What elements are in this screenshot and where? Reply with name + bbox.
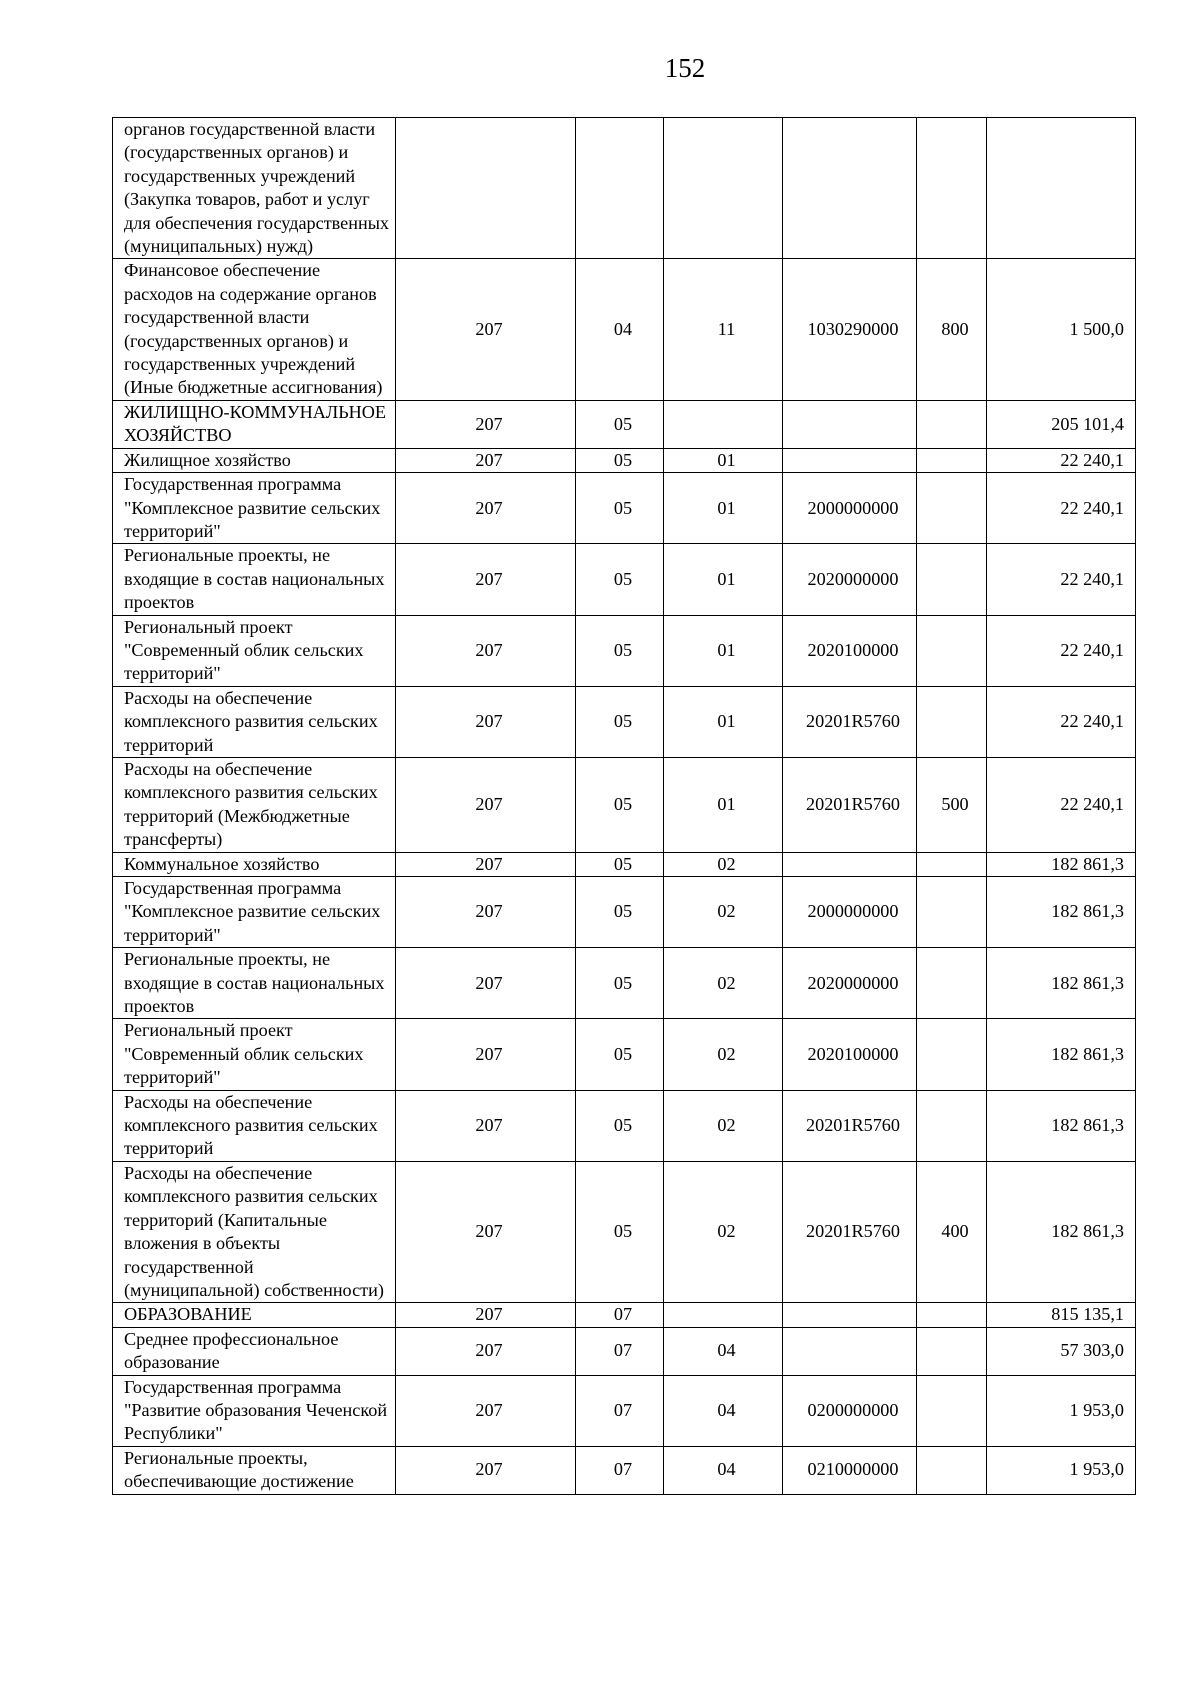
row-name: Расходы на обеспечение комплексного развития сельских территорий (Капитальные вложения в объекты государственной (муниципальной) собственности) xyxy=(113,1161,396,1302)
row-ved: 207 xyxy=(396,615,576,686)
row-vr xyxy=(917,1375,987,1446)
row-ved: 207 xyxy=(396,686,576,757)
row-rz: 07 xyxy=(576,1327,664,1375)
row-rz: 05 xyxy=(576,448,664,472)
row-sum: 1 953,0 xyxy=(987,1446,1136,1494)
row-ved xyxy=(396,118,576,259)
row-pr: 01 xyxy=(664,757,783,852)
row-name: Жилищное хозяйство xyxy=(113,448,396,472)
row-pr: 01 xyxy=(664,686,783,757)
row-csr: 2020100000 xyxy=(783,615,917,686)
row-sum: 1 500,0 xyxy=(987,259,1136,400)
row-csr: 20201R5760 xyxy=(783,1090,917,1161)
row-name: Государственная программа "Комплексное развитие сельских территорий" xyxy=(113,473,396,544)
row-rz: 05 xyxy=(576,877,664,948)
row-rz: 05 xyxy=(576,400,664,448)
row-sum: 182 861,3 xyxy=(987,1090,1136,1161)
row-ved: 207 xyxy=(396,1019,576,1090)
row-name: Финансовое обеспечение расходов на содержание органов государственной власти (государственных органов) и государственных учреждений (Иные бюджетные ассигнования) xyxy=(113,259,396,400)
row-rz: 07 xyxy=(576,1375,664,1446)
row-rz: 05 xyxy=(576,948,664,1019)
row-csr: 20201R5760 xyxy=(783,757,917,852)
row-pr: 01 xyxy=(664,448,783,472)
row-name: Расходы на обеспечение комплексного развития сельских территорий (Межбюджетные трансферты) xyxy=(113,757,396,852)
row-ved: 207 xyxy=(396,1375,576,1446)
row-name: Государственная программа "Комплексное развитие сельских территорий" xyxy=(113,877,396,948)
row-vr: 500 xyxy=(917,757,987,852)
row-csr: 2000000000 xyxy=(783,473,917,544)
row-pr: 02 xyxy=(664,877,783,948)
table-row xyxy=(113,118,1136,259)
row-name: Расходы на обеспечение комплексного развития сельских территорий xyxy=(113,686,396,757)
row-rz: 05 xyxy=(576,473,664,544)
row-vr xyxy=(917,852,987,876)
row-name: Коммунальное хозяйство xyxy=(113,852,396,876)
row-vr xyxy=(917,877,987,948)
row-sum: 182 861,3 xyxy=(987,948,1136,1019)
table-row xyxy=(113,615,1136,686)
table-row xyxy=(113,1327,1136,1375)
table-row xyxy=(113,852,1136,876)
row-csr: 20201R5760 xyxy=(783,686,917,757)
row-vr xyxy=(917,686,987,757)
row-sum: 182 861,3 xyxy=(987,1161,1136,1302)
row-name: Региональный проект "Современный облик сельских территорий" xyxy=(113,1019,396,1090)
row-pr: 11 xyxy=(664,259,783,400)
row-rz: 05 xyxy=(576,1090,664,1161)
row-rz: 05 xyxy=(576,544,664,615)
row-name: Региональные проекты, обеспечивающие достижение xyxy=(113,1446,396,1494)
row-rz: 05 xyxy=(576,615,664,686)
row-vr xyxy=(917,1446,987,1494)
row-pr xyxy=(664,118,783,259)
row-csr xyxy=(783,1327,917,1375)
row-sum: 182 861,3 xyxy=(987,877,1136,948)
row-vr xyxy=(917,1019,987,1090)
row-csr xyxy=(783,448,917,472)
row-ved: 207 xyxy=(396,448,576,472)
table-row xyxy=(113,473,1136,544)
row-pr: 04 xyxy=(664,1375,783,1446)
row-vr xyxy=(917,118,987,259)
row-csr: 2020000000 xyxy=(783,544,917,615)
row-ved: 207 xyxy=(396,400,576,448)
row-ved: 207 xyxy=(396,877,576,948)
row-csr: 2000000000 xyxy=(783,877,917,948)
row-rz: 07 xyxy=(576,1303,664,1327)
row-csr xyxy=(783,1303,917,1327)
row-rz xyxy=(576,118,664,259)
row-ved: 207 xyxy=(396,544,576,615)
row-name: Расходы на обеспечение комплексного развития сельских территорий xyxy=(113,1090,396,1161)
row-vr xyxy=(917,1303,987,1327)
table-row xyxy=(113,686,1136,757)
row-sum: 182 861,3 xyxy=(987,1019,1136,1090)
row-pr: 04 xyxy=(664,1446,783,1494)
table-row xyxy=(113,1303,1136,1327)
row-vr xyxy=(917,948,987,1019)
row-ved: 207 xyxy=(396,259,576,400)
row-pr: 02 xyxy=(664,852,783,876)
row-csr: 0210000000 xyxy=(783,1446,917,1494)
row-csr xyxy=(783,118,917,259)
row-name: Региональные проекты, не входящие в состав национальных проектов xyxy=(113,948,396,1019)
row-vr xyxy=(917,1090,987,1161)
row-vr xyxy=(917,400,987,448)
row-rz: 05 xyxy=(576,852,664,876)
row-ved: 207 xyxy=(396,852,576,876)
row-vr xyxy=(917,615,987,686)
row-name: ОБРАЗОВАНИЕ xyxy=(113,1303,396,1327)
row-sum: 22 240,1 xyxy=(987,544,1136,615)
table-row xyxy=(113,259,1136,400)
row-rz: 07 xyxy=(576,1446,664,1494)
row-rz: 05 xyxy=(576,757,664,852)
table-row xyxy=(113,1090,1136,1161)
row-pr: 02 xyxy=(664,1090,783,1161)
row-pr: 02 xyxy=(664,948,783,1019)
row-name: Региональный проект "Современный облик сельских территорий" xyxy=(113,615,396,686)
table-row xyxy=(113,877,1136,948)
table-row xyxy=(113,544,1136,615)
row-sum: 22 240,1 xyxy=(987,473,1136,544)
row-csr: 0200000000 xyxy=(783,1375,917,1446)
table-row xyxy=(113,757,1136,852)
row-sum: 22 240,1 xyxy=(987,757,1136,852)
row-vr xyxy=(917,544,987,615)
row-vr xyxy=(917,473,987,544)
row-name: Среднее профессиональное образование xyxy=(113,1327,396,1375)
row-pr: 01 xyxy=(664,473,783,544)
table-row xyxy=(113,1161,1136,1302)
table-row xyxy=(113,1375,1136,1446)
row-sum: 815 135,1 xyxy=(987,1303,1136,1327)
table-row xyxy=(113,448,1136,472)
row-sum: 22 240,1 xyxy=(987,686,1136,757)
row-csr xyxy=(783,852,917,876)
row-pr: 01 xyxy=(664,615,783,686)
row-vr xyxy=(917,448,987,472)
row-pr: 01 xyxy=(664,544,783,615)
budget-table xyxy=(112,117,1136,1495)
row-pr xyxy=(664,400,783,448)
row-name: Региональные проекты, не входящие в состав национальных проектов xyxy=(113,544,396,615)
row-pr: 04 xyxy=(664,1327,783,1375)
row-csr: 1030290000 xyxy=(783,259,917,400)
row-rz: 05 xyxy=(576,1161,664,1302)
row-ved: 207 xyxy=(396,757,576,852)
row-rz: 05 xyxy=(576,1019,664,1090)
row-ved: 207 xyxy=(396,1303,576,1327)
row-ved: 207 xyxy=(396,473,576,544)
row-ved: 207 xyxy=(396,1090,576,1161)
row-sum: 22 240,1 xyxy=(987,448,1136,472)
row-pr xyxy=(664,1303,783,1327)
row-rz: 04 xyxy=(576,259,664,400)
row-csr: 2020000000 xyxy=(783,948,917,1019)
row-pr: 02 xyxy=(664,1161,783,1302)
row-name: органов государственной власти (государственных органов) и государственных учреждений (Закупка товаров, работ и услуг для обеспечения государственных (муниципальных) нужд) xyxy=(113,118,396,259)
row-ved: 207 xyxy=(396,948,576,1019)
page-number: 152 xyxy=(664,53,706,83)
row-vr: 800 xyxy=(917,259,987,400)
table-row xyxy=(113,400,1136,448)
row-sum: 205 101,4 xyxy=(987,400,1136,448)
row-name: Государственная программа "Развитие образования Чеченской Республики" xyxy=(113,1375,396,1446)
row-vr: 400 xyxy=(917,1161,987,1302)
row-csr: 20201R5760 xyxy=(783,1161,917,1302)
row-pr: 02 xyxy=(664,1019,783,1090)
row-rz: 05 xyxy=(576,686,664,757)
row-csr: 2020100000 xyxy=(783,1019,917,1090)
row-sum: 182 861,3 xyxy=(987,852,1136,876)
row-ved: 207 xyxy=(396,1161,576,1302)
row-vr xyxy=(917,1327,987,1375)
row-csr xyxy=(783,400,917,448)
row-ved: 207 xyxy=(396,1446,576,1494)
table-row xyxy=(113,1019,1136,1090)
table-row xyxy=(113,948,1136,1019)
row-sum: 22 240,1 xyxy=(987,615,1136,686)
row-sum: 1 953,0 xyxy=(987,1375,1136,1446)
row-sum: 57 303,0 xyxy=(987,1327,1136,1375)
row-name: ЖИЛИЩНО-КОММУНАЛЬНОЕ ХОЗЯЙСТВО xyxy=(113,400,396,448)
row-sum xyxy=(987,118,1136,259)
row-ved: 207 xyxy=(396,1327,576,1375)
table-row xyxy=(113,1446,1136,1494)
